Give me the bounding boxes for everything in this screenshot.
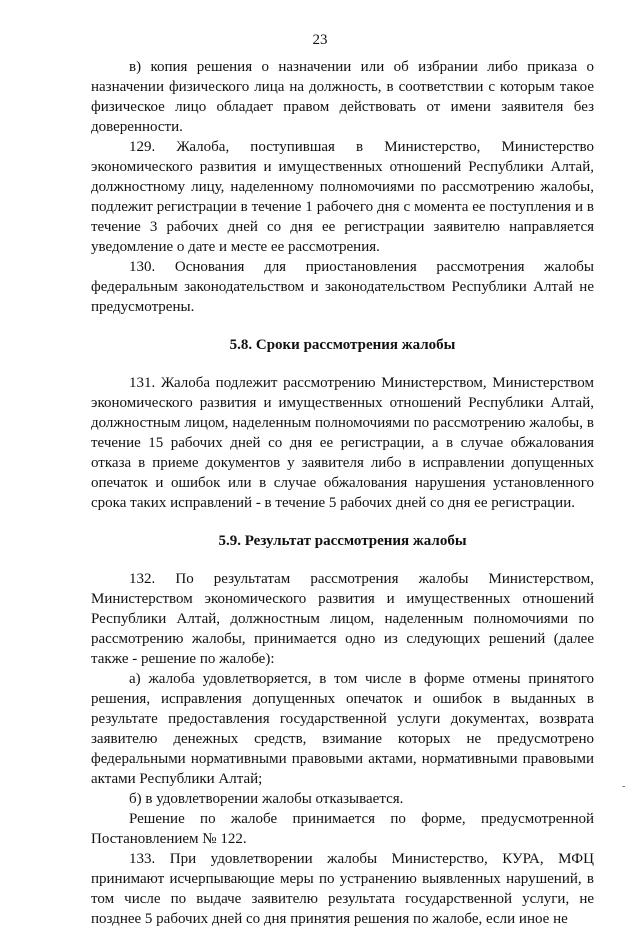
paragraph-129: 129. Жалоба, поступившая в Министерство, Министерство экономического развития и имущественных отношений Республики Алтай, должностному лицу, наделенному полномочиями по рассмотрению жалобы, подлежит регистрации в течение 1 рабочего дня с момента ее поступления и в течение 3 рабочих дней со дня ее регистрации заявителю направляется уведомление о дате и месте ее рассмотрения. <box>91 139 594 255</box>
section-heading-5-8: 5.8. Сроки рассмотрения жалобы <box>229 337 456 353</box>
paragraph-133: 133. При удовлетворении жалобы Министерство, КУРА, МФЦ принимают исчерпывающие меры по устранению выявленных нарушений, в том числе по выдаче заявителю результата государственной услуги, не позднее 5 рабочих дней со дня принятия решения по жалобе, если иное не <box>91 851 594 927</box>
document-body <box>91 57 594 929</box>
page-number: 23 <box>312 32 328 48</box>
paragraph-132: 132. По результатам рассмотрения жалобы Министерством, Министерством экономического развития и имущественных отношений Республики Алтай, должностным лицом, наделенным полномочиями по рассмотрению жалобы, принимается одно из следующих решений (далее также - решение по жалобе): <box>91 571 594 667</box>
section-heading-5-9: 5.9. Результат рассмотрения жалобы <box>218 533 467 549</box>
paragraph-132-a: а) жалоба удовлетворяется, в том числе в форме отмены принятого решения, исправления допущенных опечаток и ошибок в выданных в результате предоставления государственной услуги документах, возврата заявителю денежных средств, взимание которых не предусмотрено федеральными нормативными правовыми актами, нормативными правовыми актами Республики Алтай; <box>91 671 594 787</box>
paragraph-v: в) копия решения о назначении или об избрании либо приказа о назначении физического лица на должность, в соответствии с которым такое физическое лицо обладает правом действовать от имени заявителя без доверенности. <box>91 59 594 135</box>
margin-mark: - <box>622 781 626 792</box>
paragraph-132-c: Решение по жалобе принимается по форме, предусмотренной Постановлением № 122. <box>91 811 594 847</box>
paragraph-131: 131. Жалоба подлежит рассмотрению Министерством, Министерством экономического развития и имущественных отношений Республики Алтай, должностным лицом, наделенным полномочиями по рассмотрению жалобы, в течение 15 рабочих дней со дня ее регистрации, а в случае обжалования отказа в приеме документов у заявителя либо в исправлении допущенных опечаток и ошибок или в случае обжалования нарушения установленного срока таких исправлений - в течение 5 рабочих дней со дня ее регистрации. <box>91 375 594 511</box>
paragraph-130: 130. Основания для приостановления рассмотрения жалобы федеральным законодательством и законодательством Республики Алтай не предусмотрены. <box>91 259 594 315</box>
paragraph-132-b: б) в удовлетворении жалобы отказывается. <box>129 791 404 807</box>
